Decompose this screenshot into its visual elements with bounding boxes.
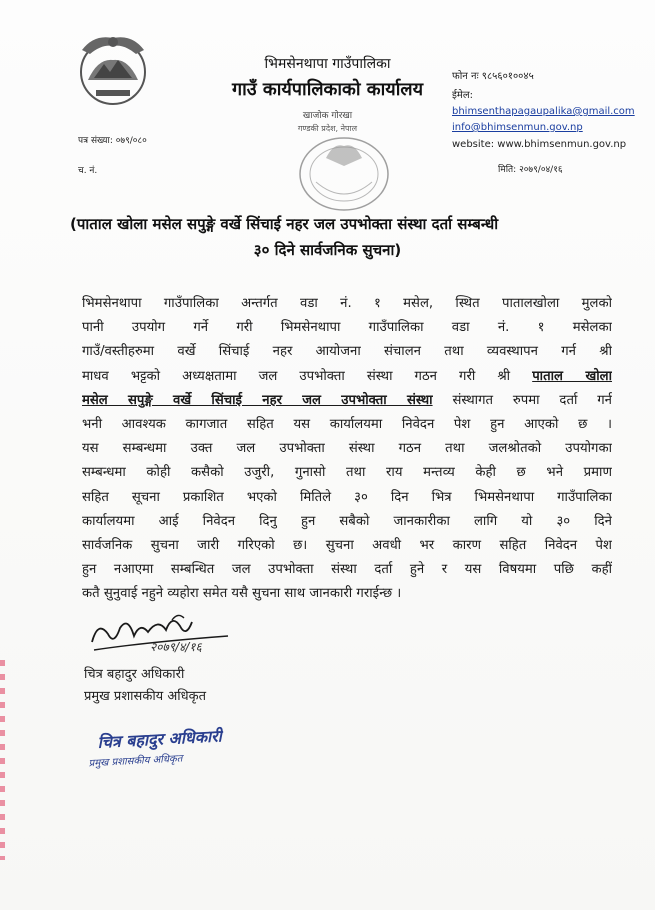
phone: फोन नः ९८५६०१००४५ bbox=[452, 71, 534, 82]
official-seal bbox=[81, 720, 226, 779]
office-name: गाउँ कार्यपालिकाको कार्यालय bbox=[231, 79, 424, 100]
address-line-2: गण्डकी प्रदेश, नेपाल bbox=[297, 124, 358, 133]
body-line: कार्यालयमा आई निवेदन दिनु हुन सबैको जानकारीका लागि यो ३० दिने bbox=[82, 513, 612, 529]
subject-line-2: ३० दिने सार्वजनिक सुचना) bbox=[253, 241, 402, 259]
dispatch-number: च. नं. bbox=[78, 166, 98, 176]
body-segment: माधव भट्टको अध्यक्षतामा जल उपभोक्ता संस्था गठन गरी श्री bbox=[82, 368, 511, 384]
email-link-2[interactable]: info@bhimsenmun.gov.np bbox=[452, 122, 583, 133]
body-line: भनी आवश्यक कागजात सहित यस कार्यालयमा निवेदन पेश हुन आएको छ । bbox=[82, 417, 612, 433]
signature-date: २०७९/४/१६ bbox=[150, 640, 202, 654]
body-line: गाउँ/वस्तीहरुमा वर्खे सिंचाई नहर आयोजना संचालन तथा व्यवस्थापन गर्न श्री bbox=[82, 344, 612, 360]
notice-body bbox=[82, 292, 612, 607]
email-label: ईमेल: bbox=[452, 90, 474, 101]
body-line: पानी उपयोग गर्ने गरी भिमसेनथापा गाउँपालिका वडा नं. १ मसेलका bbox=[82, 320, 612, 336]
body-line: सहित सूचना प्रकाशित भएको मितिले ३० दिन भित्र भिमसेनथापा गाउँपालिका bbox=[82, 489, 612, 505]
scan-edge-mark bbox=[0, 660, 5, 860]
body-line: भिमसेनथापा गाउँपालिका अन्तर्गत वडा नं. १ मसेल, स्थित पातालखोला मुलको bbox=[82, 296, 612, 311]
org-name: भिमसेनथापा गाउँपालिका bbox=[264, 56, 391, 72]
body-line bbox=[82, 389, 612, 413]
email-link-1[interactable]: bhimsenthapagaupalika@gmail.com bbox=[452, 106, 635, 117]
website[interactable]: website: www.bhimsenmun.gov.np bbox=[452, 139, 627, 150]
highlighted-org-name: मसेल सपुङ्गे वर्खे सिंचाई नहर जल उपभोक्ता संस्था bbox=[82, 392, 433, 408]
seal-title: प्रमुख प्रशासकीय अधिकृत bbox=[88, 753, 183, 770]
signer-title: प्रमुख प्रशासकीय अधिकृत bbox=[84, 689, 207, 704]
subject-line-1: (पाताल खोला मसेल सपुङ्गे वर्खे सिंचाई नहर जल उपभोक्ता संस्था दर्ता सम्बन्धी bbox=[70, 215, 499, 233]
body-line bbox=[82, 365, 612, 389]
body-line: कतै सुनुवाई नहुने व्यहोरा समेत यसै सुचना साथ जानकारी गराईन्छ । bbox=[82, 586, 402, 602]
body-line: सम्बन्धमा कोही कसैको उजुरी, गुनासो तथा राय मन्तव्य केही छ भने प्रमाण bbox=[82, 465, 612, 481]
letter-date: मिति: २०७९/०४/१६ bbox=[498, 165, 563, 175]
signer-name: चित्र बहादुर अधिकारी bbox=[84, 667, 185, 682]
body-line: यस सम्बन्धमा उक्त जल उपभोक्ता संस्था गठन तथा जलश्रोतको उपयोगका bbox=[82, 441, 612, 457]
office-stamp-icon bbox=[296, 132, 392, 214]
body-line: हुन नआएमा सम्बन्धित जल उपभोक्ता संस्था दर्ता हुने र यस विषयमा पछि कहीं bbox=[82, 562, 612, 578]
highlighted-org-name: पाताल खोला bbox=[532, 368, 612, 384]
body-line: सार्वजनिक सुचना जारी गरिएको छ। सुचना अवधी भर कारण सहित निवेदन पेश bbox=[82, 538, 612, 554]
address-line-1: खाजोक गोरखा bbox=[302, 111, 353, 121]
seal-name: चित्र बहादुर अधिकारी bbox=[97, 726, 223, 752]
body-segment: संस्थागत रुपमा दर्ता गर्न bbox=[452, 392, 612, 408]
letter-number: पत्र संख्या: ०७९/०८० bbox=[78, 136, 147, 146]
